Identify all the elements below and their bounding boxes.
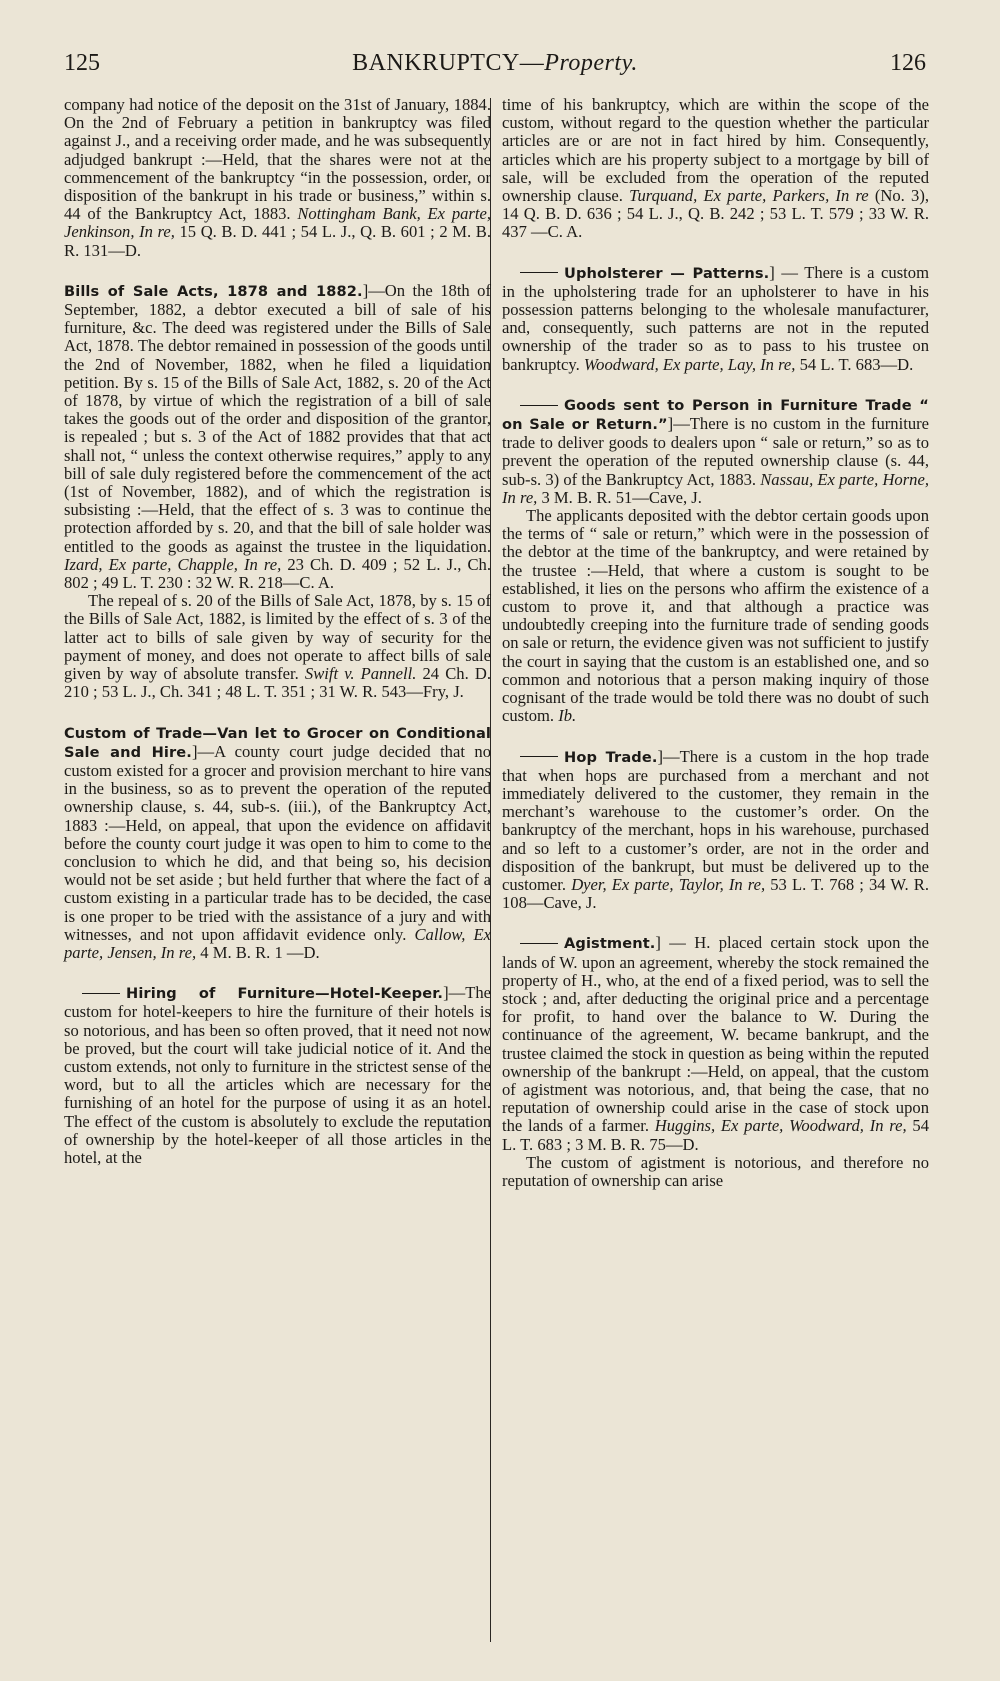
paragraph <box>502 264 929 374</box>
em-dash-rule <box>520 943 558 944</box>
em-dash-rule <box>520 405 558 406</box>
running-title <box>64 50 926 77</box>
paragraph-text: ] — There is a custom in the upholstering trade for an upholsterer to have in his possession patterns belonging to the wholesale manufacturer, and, consequently, such patterns are not in the reputed ownership of the trader so as to pass to his trustee on bankruptcy. <box>502 262 929 374</box>
em-dash-rule <box>520 272 558 273</box>
report-reference: 24 Ch. D. 210 ; 53 L. J., Ch. 341 ; 48 L. T. 351 ; 31 W. R. 543—Fry, J. <box>64 664 492 702</box>
paragraph-text: ]—There is no custom in the furniture trade to deliver goods to dealers upon “ sale or return,” so as to prevent the operation of the reputed ownership clause (s. 44, sub-s. 3) of the Bankruptcy Act, 1883. <box>502 414 930 489</box>
paragraph-text: ]—There is a custom in the hop trade that when hops are purchased from a merchant and not immediately delivered to the customer, they remain in the merchant’s warehouse to the customer’s order. On the bankruptcy of the merchant, hops in his warehouse, purchased and so left to a customer’s order, are not in the order and disposition of the bankrupt, but must be delivered up to the customer. <box>502 746 929 894</box>
report-reference: 3 M. B. R. 51—Cave, J. <box>537 487 702 507</box>
case-citation: Swift v. Pannell. <box>304 664 417 684</box>
paragraph-text: ]—A county court judge decided that no custom existed for a grocer and provision merchant to hire vans in the business, so as to prevent the operation of the reputed ownership clause, s. 44, sub-s. (iii.), of the Bankruptcy Act, 1883 :—Held, on appeal, that upon the evidence on affidavit before the county court judge it was open to him to come to the conclusion to which he did, and that being so, his decision would not be set aside ; but held further that where the fact of a custom existing in a particular trade has to be decided, the case is one proper to be tried with the assistance of a jury and with witnesses, and not upon affidavit evidence only. <box>64 741 491 944</box>
em-dash-rule <box>82 993 120 994</box>
case-citation: Nottingham Bank, Ex parte, Jenkinson, In re, <box>64 204 492 242</box>
case-citation: Nassau, Ex parte, Horne, In re, <box>502 469 929 507</box>
report-reference: 54 L. T. 683 ; 3 M. B. R. 75—D. <box>502 1116 929 1154</box>
case-citation: Dyer, Ex parte, Taylor, In re, <box>571 874 766 894</box>
section-heading: Hiring of Furniture—Hotel-Keeper. <box>126 985 444 1003</box>
page-number-right: 126 <box>890 50 926 76</box>
case-citation: Izard, Ex parte, Chapple, In re, <box>64 554 282 574</box>
page-number-left: 125 <box>64 50 100 76</box>
case-citation: Callow, Ex parte, Jensen, In re, <box>64 924 491 962</box>
section-heading: Agistment. <box>564 935 656 953</box>
report-reference: 15 Q. B. D. 441 ; 54 L. J., Q. B. 601 ; 2 M. B. R. 131—D. <box>64 222 491 260</box>
report-reference: 23 Ch. D. 409 ; 52 L. J., Ch. 802 ; 49 L. T. 230 : 32 W. R. 218—C. A. <box>64 554 491 593</box>
paragraph <box>64 984 491 1167</box>
report-reference: 4 M. B. R. 1 —D. <box>196 942 320 962</box>
paragraph-text: ]—On the 18th of September, 1882, a debtor executed a bill of sale of his furniture, &c. The deed was registered under the Bills of Sale Act, 1878. The debtor remained in possession of the goods until the 2nd of November, 1882, when he filed a liquidation petition. By s. 15 of the Bills of Sale Act, 1882, s. 20 of the Act of 1878, by virtue of which the registration of a bill of sale takes the goods out of the order and disposition of the grantor, is repealed ; but s. 3 of the Act of 1882 provides that that act shall not, “ unless the context otherwise requires,” apply to any bill of sale duly registered before the commencement of the act (1st of November, 1882), and of which the registration is subsisting :—Held, that the effect of s. 3 was to continue the protection afforded by s. 20, and that the bill of sale holder was entitled to the goods as against the trustee in the liquidation. <box>64 280 491 556</box>
section-heading: Goods sent to Person in Furniture Trade “ on Sale or Return.” <box>502 396 929 434</box>
paragraph <box>502 396 929 507</box>
paragraph <box>64 282 491 592</box>
paragraph-text: The applicants deposited with the debtor certain goods upon the terms of “ sale or return,” which were in the possession of the debtor at the time of the bankruptcy, and were retained by the trustee :—Held, that where a custom is sought to be established, it lies on the persons who affirm the existence of a custom to prove it, and that although a practice was undoubtedly creeping into the furniture trade of sending goods on sale or return, the evidence given was not sufficient to justify the court in saying that the custom is an established one, and so common and notorious that a person making inquiry of those cognisant of the trade would be told there was no doubt of such custom. <box>502 506 929 726</box>
paragraph-text: ] — H. placed certain stock upon the lands of W. upon an agreement, whereby the stock remained the property of H., who, at the end of a fixed period, was to sell the stock ; and, after deducting the original price and a percentage for profit, to hand over the balance to W. During the continuance of the agreement, W. became bankrupt, and the trustee claimed the stock in question as being within the reputed ownership of the bankrupt :—Held, on appeal, that the custom of agistment was notorious, and, that being the case, that no reputation of ownership could arise in the case of stock upon the lands of a farmer. <box>502 933 929 1136</box>
paragraph <box>502 1154 929 1190</box>
case-citation: Ib. <box>558 706 577 726</box>
right-column <box>502 96 929 1190</box>
report-reference: 53 L. T. 768 ; 34 W. R. 108—Cave, J. <box>502 874 929 913</box>
left-column <box>64 96 491 1167</box>
section-heading: Upholsterer — Patterns. <box>564 264 770 282</box>
case-citation: Woodward, Ex parte, Lay, In re, <box>583 354 796 374</box>
paragraph-text: time of his bankruptcy, which are within the scope of the custom, without regard to the question whether the particular articles are or are not in fact hired by him. Consequently, articles which are his property subject to a mortgage by bill of sale, will be excluded from the operation of the reputed ownership clause. <box>502 95 929 206</box>
case-citation: Huggins, Ex parte, Woodward, In re, <box>654 1116 907 1136</box>
paragraph <box>502 934 929 1153</box>
paragraph <box>502 96 929 242</box>
report-reference: 54 L. T. 683—D. <box>795 354 914 374</box>
report-reference: (No. 3), 14 Q. B. D. 636 ; 54 L. J., Q. B. 242 ; 53 L. T. 579 ; 33 W. R. 437 —C. A. <box>502 186 929 242</box>
paragraph-text: The custom of agistment is notorious, and therefore no reputation of ownership can arise <box>502 1152 929 1190</box>
running-title-italic: Property. <box>544 50 638 76</box>
section-heading: Custom of Trade—Van let to Grocer on Conditional Sale and Hire. <box>64 724 491 761</box>
case-citation: Turquand, Ex parte, Parkers, In re <box>629 186 869 206</box>
paragraph <box>502 507 929 725</box>
em-dash-rule <box>520 756 558 757</box>
paragraph <box>64 592 491 701</box>
paragraph-text: ]—The custom for hotel-keepers to hire the furniture of their hotels is so notorious, and has been so often proved, that it need not now be proved, but the court will take judicial notice of it. And the custom extends, not only to furniture in the strictest sense of the word, but to all the articles which are necessary for the furnishing of an hotel for the purpose of using it as an hotel. The effect of the custom is absolutely to exclude the reputation of ownership by the hotel-keeper of all those articles in the hotel, at the <box>64 983 491 1167</box>
section-heading: Bills of Sale Acts, 1878 and 1882. <box>64 282 363 300</box>
paragraph-text: The repeal of s. 20 of the Bills of Sale Act, 1878, by s. 15 of the Bills of Sale Act, 1882, is limited by the effect of s. 3 of the latter act to bills of sale given by way of security for the payment of money, and does not operate to affect bills of sale given by way of absolute transfer. <box>64 591 491 684</box>
paragraph <box>64 724 491 963</box>
paragraph-text: company had notice of the deposit on the 31st of January, 1884. On the 2nd of February a petition in bankruptcy was filed against J., and a receiving order made, and he was subsequently adjudged bankrupt :—Held, that the shares were not at the commencement of the bankruptcy “in the possession, order, or disposition of the bankrupt in his trade or business,” within s. 44 of the Bankruptcy Act, 1883. <box>64 95 491 224</box>
section-heading: Hop Trade. <box>564 748 658 766</box>
paragraph <box>502 748 929 913</box>
running-title-main: BANKRUPTCY— <box>352 50 545 76</box>
paragraph <box>64 96 491 260</box>
page-header <box>64 50 926 86</box>
